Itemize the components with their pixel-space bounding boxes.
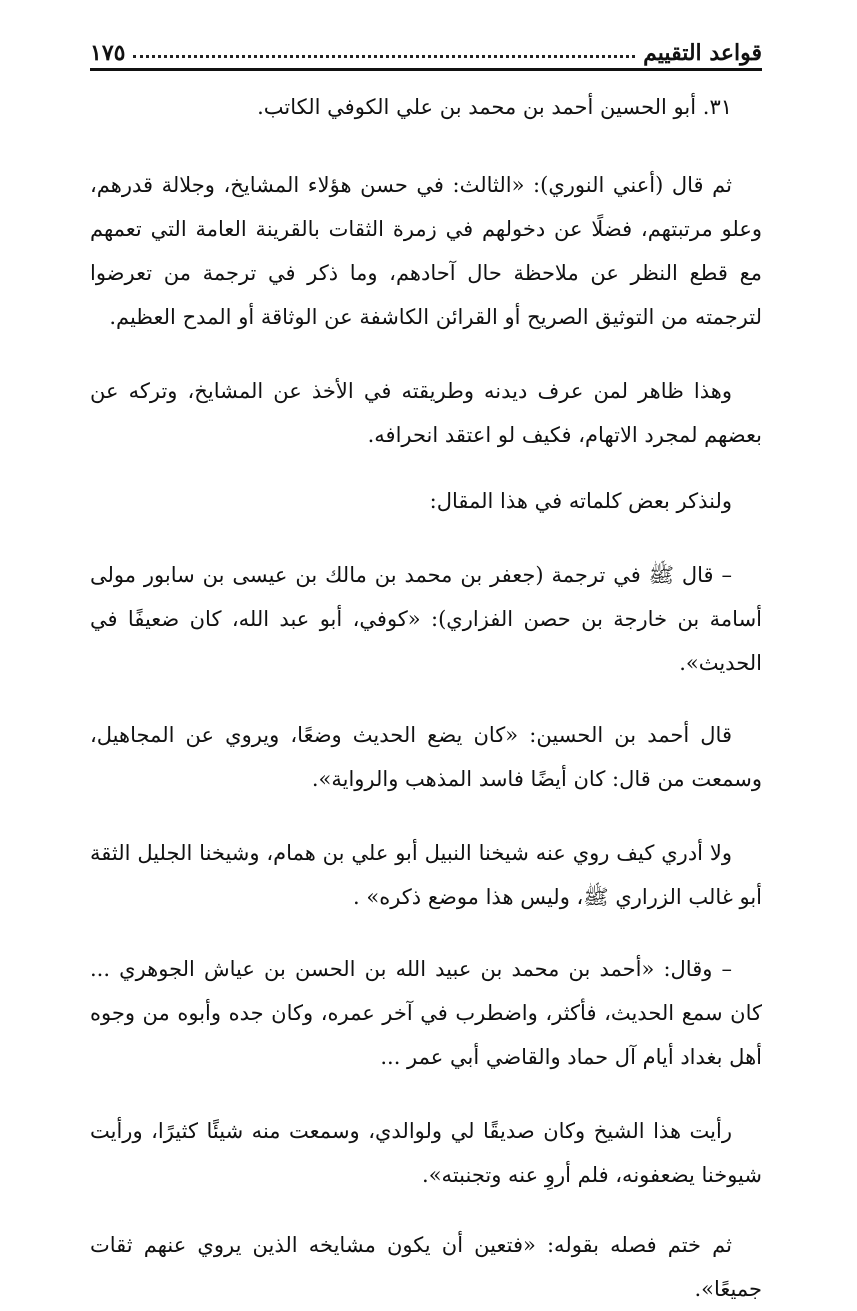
paragraph: – قال ﷺ في ترجمة (جعفر بن محمد بن مالك بن عيسى بن سابور مولى أسامة بن خارجة بن حصن الفزاري): «كوفي، أبو عبد الله، كان ضعيفًا في الحديث». <box>90 563 762 675</box>
page-number: ١٧٥ <box>90 40 126 66</box>
paragraph: قال أحمد بن الحسين: «كان يضع الحديث وضعًا، ويروي عن المجاهيل، وسمعت من قال: كان أيضًا فاسد المذهب والرواية». <box>90 723 762 791</box>
entry-heading: ٣١. أبو الحسين أحمد بن محمد بن علي الكوفي الكاتب. <box>257 95 732 119</box>
paragraph: وهذا ظاهر لمن عرف ديدنه وطريقته في الأخذ عن المشايخ، وتركه عن بعضهم لمجرد الاتهام، فكيف لو اعتقد انحرافه. <box>90 379 762 447</box>
paragraph: ثم قال (أعني النوري): «الثالث: في حسن هؤلاء المشايخ، وجلالة قدرهم، وعلو مرتبتهم، فضلًا عن دخولهم في زمرة الثقات بالقرينة العامة التي تعمهم مع قطع النظر عن ملاحظة حال آحادهم، وما ذكر في ترجمة من تعرضوا لترجمته من التوثيق الصريح أو القرائن الكاشفة عن الوثاقة أو المدح العظيم. <box>90 173 762 329</box>
paragraph: ثم ختم فصله بقوله: «فتعين أن يكون مشايخه الذين يروي عنهم ثقات جميعًا». <box>90 1233 762 1301</box>
book-page <box>90 30 762 1311</box>
running-title: قواعد التقييم <box>643 40 762 66</box>
paragraph: ولنذكر بعض كلماته في هذا المقال: <box>429 489 732 513</box>
paragraph: – وقال: «أحمد بن محمد بن عبيد الله بن الحسن بن عياش الجوهري ... كان سمع الحديث، فأكثر، واضطرب في آخر عمره، وكان جده وأبوه من وجوه أهل بغداد أيام آل حماد والقاضي أبي عمر ... <box>90 957 762 1069</box>
page-header <box>90 30 762 71</box>
header-dot-leader <box>133 54 635 58</box>
paragraph: رأيت هذا الشيخ وكان صديقًا لي ولوالدي، وسمعت منه شيئًا كثيرًا، ورأيت شيوخنا يضعفونه، فلم أروِ عنه وتجنبته». <box>90 1119 762 1187</box>
paragraph: ولا أدري كيف روي عنه شيخنا النبيل أبو علي بن همام، وشيخنا الجليل الثقة أبو غالب الزراري ﷺ، وليس هذا موضع ذكره» . <box>90 841 762 909</box>
